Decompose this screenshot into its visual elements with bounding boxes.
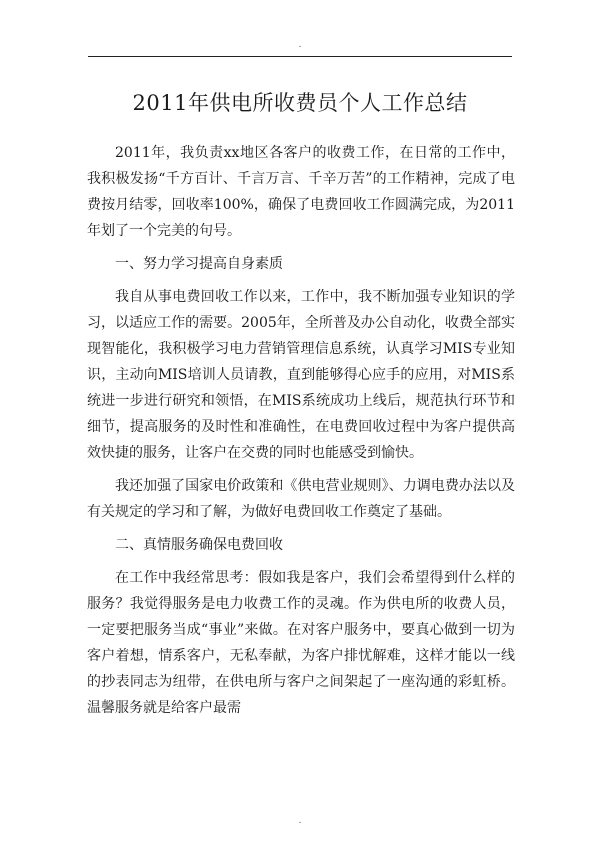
header-rule <box>88 56 512 57</box>
paragraph-service: 在工作中我经常思考：假如我是客户，我们会希望得到什么样的服务？我觉得服务是电力收费工作的灵魂。作为供电所的收费人员，一定要把服务当成“事业”来做。在对客户服务中，要真心做到一切为客户着想，情系客户，无私奉献，为客户排忧解难，这样才能以一线的抄表同志为纽带，在供电所与客户之间架起了一座沟通的彩虹桥。温馨服务就是给客户最需 <box>87 570 515 716</box>
document-title: 2011年供电所收费员个人工作总结 <box>132 91 468 116</box>
paragraph-intro: 2011年，我负责xx地区各客户的收费工作，在日常的工作中，我积极发扬“千方百计、千言万言、千辛万苦”的工作精神，完成了电费按月结零，回收率100%，确保了电费回收工作圆满完成，为2011年划了一个完美的句号。 <box>87 145 515 239</box>
document-body <box>87 140 515 728</box>
section-heading-2: 二、真情服务确保电费回收 <box>115 537 283 553</box>
paragraph-policy: 我还加强了国家电价政策和《供电营业规则》、力调电费办法以及有关规定的学习和了解，为做好电费回收工作奠定了基础。 <box>87 478 515 520</box>
header-marker: . <box>298 40 302 50</box>
section-heading-1: 一、努力学习提高自身素质 <box>115 256 283 272</box>
footer-marker: . <box>298 816 302 826</box>
paragraph-study: 我自从事电费回收工作以来，工作中，我不断加强专业知识的学习，以适应工作的需要。2005年，全所普及办公自动化，收费全部实现智能化，我积极学习电力营销管理信息系统，认真学习MIS专业知识，主动向MIS培训人员请教，直到能够得心应手的应用，对MIS系统进一步进行研究和领悟，在MIS系统成功上线后，规范执行环节和细节，提高服务的及时性和准确性，在电费回收过程中为客户提供高效快捷的服务，让客户在交费的同时也能感受到愉快。 <box>87 289 515 461</box>
